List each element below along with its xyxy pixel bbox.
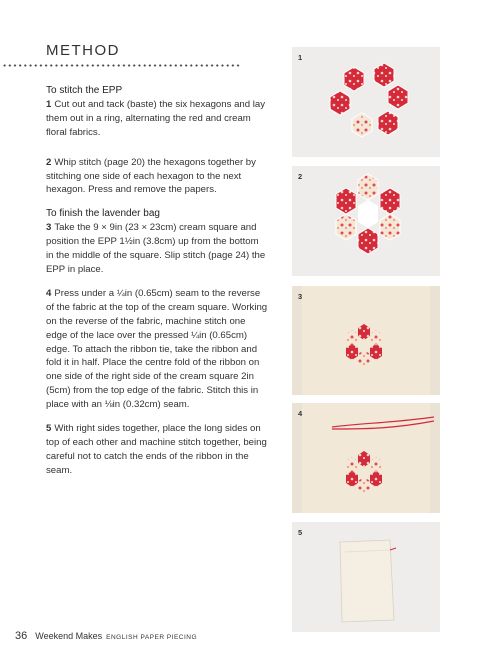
ribbon-image (292, 403, 440, 513)
hexagon-group (336, 174, 400, 254)
step-number: 2 (46, 156, 52, 168)
cream-square-image (292, 286, 440, 395)
step-number: 1 (46, 98, 52, 110)
step-text: Take the 9 × 9in (23 × 23cm) cream square and position the EPP 1½in (3.8cm) up from the bottom in the middle of the square. Slip stitch (page 24) the EPP in place. (46, 222, 266, 275)
step-text: Press under a ¼in (0.65cm) seam to the reverse of the fabric at the top of the cream square. Working on the reverse of the fabric, machine stitch one edge of the lace over the pressed ¼in (0.65cm) edge. To attach the ribbon tie, take the ribbon and fold it in half. Place the centre fold of the ribbon on one side of the right side of the cream square 2in (5cm) from the top edge of the fabric. Stitch this in place with an ⅛in (0.32cm) seam. (46, 287, 268, 411)
step-photo-2 (292, 166, 440, 276)
photo-number: 4 (298, 409, 303, 418)
step-text: With right sides together, place the long sides on top of each other and machine stitch together, being careful not to catch the ends of the ribbon in the seam. (46, 423, 267, 476)
step-photo-1 (292, 47, 440, 157)
step-text: Cut out and tack (baste) the six hexagons and lay them out in a ring, alternating the red and cream floral fabrics. (46, 98, 265, 138)
step-number: 5 (46, 423, 52, 435)
step-text: Whip stitch (page 20) the hexagons together by stitching one side of each hexagon to the next hexagon. Press and remove the papers. (46, 156, 256, 196)
step-photo-4 (292, 403, 440, 513)
book-title: Weekend Makes (35, 631, 103, 641)
instructions-column (46, 84, 268, 488)
photo-number: 2 (298, 172, 303, 181)
page-footer (15, 630, 197, 642)
step-paragraph (46, 98, 268, 140)
step-photo-5 (292, 522, 440, 632)
step-paragraph (46, 221, 268, 277)
dotted-divider (2, 64, 240, 67)
finished-bag-image (292, 522, 440, 632)
photo-number: 3 (298, 292, 303, 301)
hexagon-flower-image (292, 166, 440, 276)
step-paragraph (46, 422, 268, 478)
step-paragraph (46, 287, 268, 412)
step-photo-3 (292, 286, 440, 395)
page-number: 36 (15, 630, 28, 642)
page-title: METHOD (46, 42, 120, 59)
section-heading: To stitch the EPP (46, 85, 123, 96)
section-name: ENGLISH PAPER PIECING (106, 634, 198, 641)
hexagon-ring-image (292, 47, 440, 157)
step-number: 3 (46, 222, 52, 234)
photo-number: 5 (298, 528, 303, 537)
step-paragraph (46, 156, 268, 198)
section-heading: To finish the lavender bag (46, 208, 160, 220)
photo-number: 1 (298, 53, 303, 62)
step-number: 4 (46, 287, 52, 299)
hexagon-group (330, 63, 408, 137)
